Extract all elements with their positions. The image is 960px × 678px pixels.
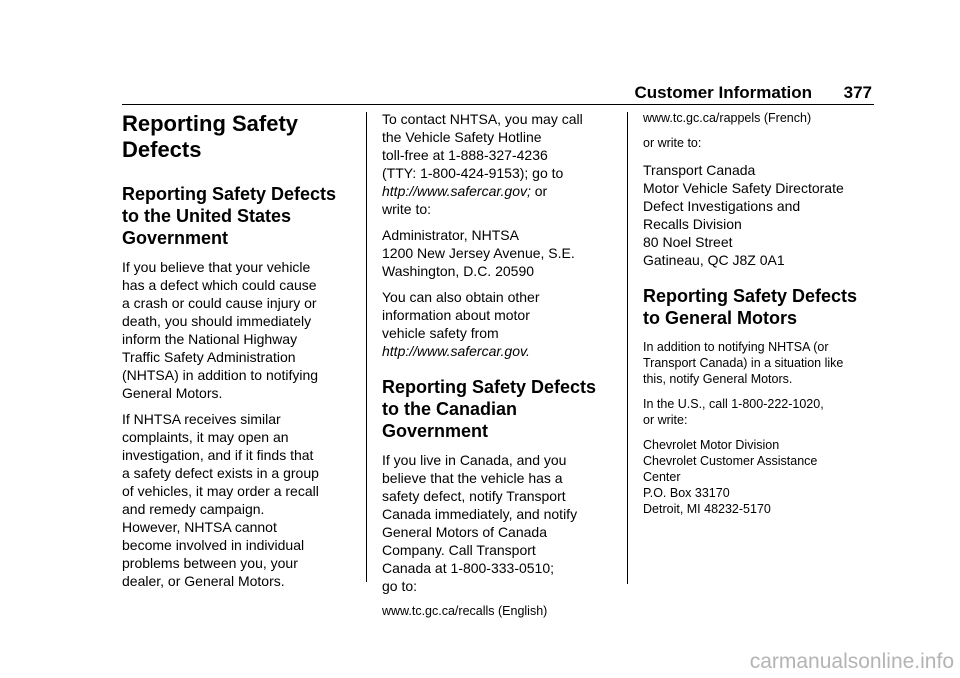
text-line: toll-free at 1-888-327-4236 (382, 147, 548, 163)
text-line: or write: (643, 413, 688, 427)
recalls-english-link[interactable]: www.tc.gc.ca/recalls (English) (382, 604, 548, 618)
text-line: 80 Noel Street (643, 234, 733, 250)
paragraph-nhtsa-inform (122, 258, 360, 402)
text-line: dealer, or General Motors. (122, 573, 285, 589)
section-heading-canada (382, 376, 622, 442)
section-heading-line: Government (382, 421, 489, 441)
header-section-title: Customer Information (634, 83, 812, 102)
text-line: investigation, and if it finds that (122, 447, 314, 463)
text-line: However, NHTSA cannot (122, 519, 277, 535)
text-line: the Vehicle Safety Hotline (382, 129, 542, 145)
text-line: Gatineau, QC J8Z 0A1 (643, 252, 785, 268)
text-line: Motor Vehicle Safety Directorate (643, 180, 844, 196)
text-line: complaints, it may open an (122, 429, 289, 445)
page-title-line: Defects (122, 137, 202, 162)
text-line: or write to: (643, 136, 702, 150)
text-line: Canada at 1-800-333-0510; (382, 560, 555, 576)
text-line: P.O. Box 33170 (643, 486, 730, 500)
text-line (382, 182, 622, 200)
address-gm (643, 437, 883, 517)
section-heading-line: Reporting Safety Defects (122, 184, 337, 204)
page-title-line: Reporting Safety (122, 111, 299, 136)
text-line: Transport Canada (643, 162, 756, 178)
paragraph-us-call (643, 396, 883, 428)
text-line: write to: (382, 201, 432, 217)
section-heading-line: Government (122, 228, 229, 248)
section-heading-gm (643, 285, 883, 329)
text-line: General Motors of Canada (382, 524, 547, 540)
text-line: this, notify General Motors. (643, 372, 793, 386)
paragraph-other-info (382, 288, 622, 360)
text-line: Chevrolet Motor Division (643, 438, 780, 452)
header-page-number: 377 (843, 83, 872, 102)
text-line: (TTY: 1-800-424-9153); go to (382, 165, 564, 181)
column-2 (382, 110, 622, 619)
text-line: In addition to notifying NHTSA (or (643, 340, 829, 354)
text-line: If NHTSA receives similar (122, 411, 281, 427)
text-line: Traffic Safety Administration (122, 349, 296, 365)
text-line: a crash or could cause injury or (122, 295, 317, 311)
section-heading-line: Reporting Safety Defects (643, 286, 858, 306)
paragraph-notify-gm (643, 339, 883, 387)
text-line: To contact NHTSA, you may call (382, 111, 583, 127)
text-line: General Motors. (122, 385, 223, 401)
section-heading-line: Reporting Safety Defects (382, 377, 597, 397)
text-line: You can also obtain other (382, 289, 540, 305)
text-line: and remedy campaign. (122, 501, 265, 517)
text-line: Chevrolet Customer Assistance (643, 454, 818, 468)
text-line: safety defect, notify Transport (382, 488, 566, 504)
text-line: death, you should immediately (122, 313, 312, 329)
paragraph-canada (382, 451, 622, 595)
address-transport-canada (643, 161, 883, 269)
text-line: of vehicles, it may order a recall (122, 483, 319, 499)
text-line: information about motor (382, 307, 530, 323)
text-line: believe that the vehicle has a (382, 470, 563, 486)
safercar-link[interactable]: http://www.safercar.gov. (382, 343, 530, 359)
text-line: Washington, D.C. 20590 (382, 263, 535, 279)
section-heading-line: to General Motors (643, 308, 798, 328)
text-line: If you live in Canada, and you (382, 452, 567, 468)
column-3 (643, 110, 883, 517)
column-divider-right (627, 112, 628, 584)
safercar-link[interactable]: http://www.safercar.gov; (382, 183, 531, 199)
text-line: go to: (382, 578, 418, 594)
text-line: a safety defect exists in a group (122, 465, 319, 481)
header-rule (122, 104, 874, 105)
rappels-french-link[interactable]: www.tc.gc.ca/rappels (French) (643, 111, 812, 125)
paragraph-contact-nhtsa (382, 110, 622, 218)
page-title (122, 111, 360, 163)
text-fragment: or (530, 183, 548, 199)
section-heading-line: to the Canadian (382, 399, 518, 419)
address-nhtsa (382, 226, 622, 280)
text-line: If you believe that your vehicle (122, 259, 311, 275)
section-heading-line: to the United States (122, 206, 292, 226)
text-line: problems between you, your (122, 555, 298, 571)
text-line: In the U.S., call 1-800-222-1020, (643, 397, 824, 411)
watermark: carmanualsonline.info (749, 650, 954, 673)
text-line: inform the National Highway (122, 331, 298, 347)
text-line: 1200 New Jersey Avenue, S.E. (382, 245, 575, 261)
section-heading-us (122, 183, 360, 249)
text-line: Company. Call Transport (382, 542, 536, 558)
text-line: Defect Investigations and (643, 198, 801, 214)
column-1 (122, 110, 360, 590)
text-line: become involved in individual (122, 537, 305, 553)
text-line: Canada immediately, and notify (382, 506, 578, 522)
text-line: Detroit, MI 48232-5170 (643, 502, 771, 516)
text-line: Center (643, 470, 681, 484)
text-line: Transport Canada) in a situation like (643, 356, 844, 370)
text-line: has a defect which could cause (122, 277, 317, 293)
column-divider-left (366, 112, 367, 582)
text-line: vehicle safety from (382, 325, 499, 341)
page-header (122, 83, 874, 103)
text-line: (NHTSA) in addition to notifying (122, 367, 319, 383)
text-line: Recalls Division (643, 216, 742, 232)
text-line: Administrator, NHTSA (382, 227, 519, 243)
paragraph-nhtsa-investigation (122, 410, 360, 590)
